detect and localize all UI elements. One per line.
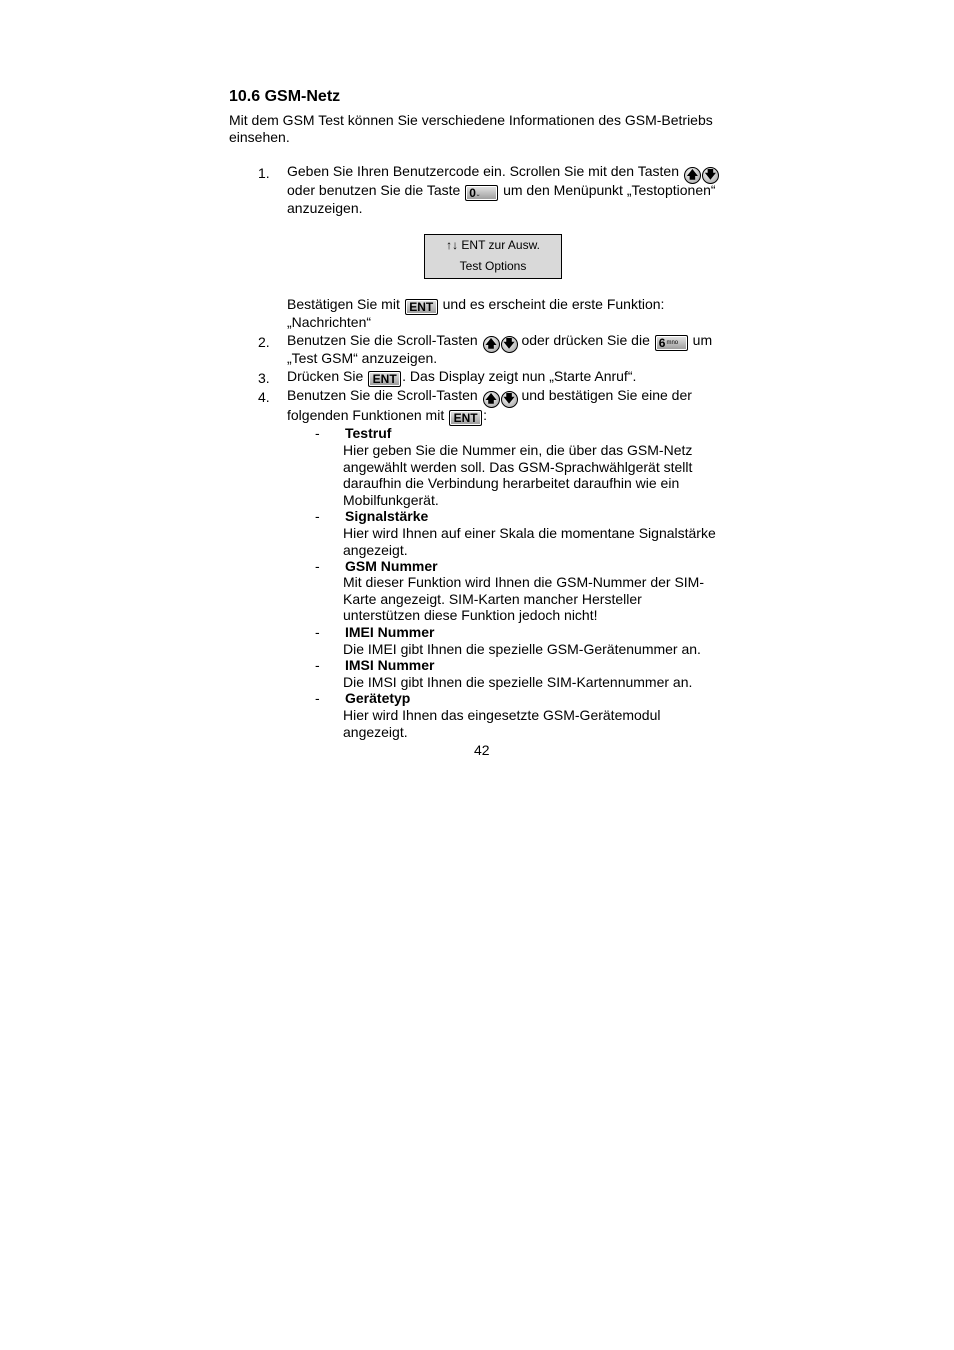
step-text: und bestätigen Sie eine der (521, 387, 692, 403)
section-heading: 10.6 GSM-Netz (229, 88, 341, 105)
step-text: Benutzen Sie die Scroll-Tasten (287, 332, 478, 348)
description-line: Hier wird Ihnen auf einer Skala die momentane Signalstärke (343, 525, 716, 541)
confirm-text: „Nachrichten“ (287, 314, 372, 330)
function-term: Gerätetyp (345, 690, 411, 706)
description-line: Mit dieser Funktion wird Ihnen die GSM-Nummer der SIM- (343, 574, 704, 590)
ent-key-icon: ENT (368, 371, 401, 387)
bullet-dash: - (315, 624, 320, 640)
space-key-symbol-icon: ⎵ (476, 190, 480, 196)
up-arrow-key-icon: 🡅 (483, 391, 500, 408)
confirm-text: Bestätigen Sie mit (287, 296, 400, 312)
function-description (343, 525, 723, 558)
description-line: daraufhin die Verbindung herarbeitet daraufhin wie ein (343, 475, 680, 492)
description-line: Die IMSI gibt Ihnen die spezielle SIM-Kartennummer an. (343, 674, 693, 690)
up-arrow-key-icon: 🡅 (684, 167, 701, 184)
function-term: Testruf (345, 425, 392, 441)
function-description (343, 574, 723, 624)
step-4 (287, 387, 692, 426)
step-text: Benutzen Sie die Scroll-Tasten (287, 387, 478, 403)
device-display (424, 234, 562, 279)
step-text: Drücken Sie (287, 368, 364, 384)
description-line: angezeigt. (343, 723, 408, 740)
step-text: anzuzeigen. (287, 200, 363, 216)
step-text: oder drücken Sie die (521, 332, 650, 348)
ent-key-icon: ENT (449, 410, 482, 426)
step-number: 2. (258, 334, 270, 350)
step-text: Geben Sie Ihren Benutzercode ein. Scrollen Sie mit den Tasten (287, 163, 679, 179)
confirm-text: und es erscheint die erste Funktion: (442, 296, 665, 312)
display-line: Test Options (459, 259, 527, 273)
function-term: IMEI Nummer (345, 624, 435, 640)
key-label: 6 (658, 336, 666, 350)
step-number: 4. (258, 389, 270, 405)
confirm-paragraph (287, 296, 664, 331)
bullet-dash: - (315, 657, 320, 673)
step-text: um (692, 332, 713, 348)
description-line: Die IMEI gibt Ihnen die spezielle GSM-Gerätenummer an. (343, 641, 701, 657)
function-description (343, 674, 723, 691)
step-text: „Test GSM“ anzuzeigen. (287, 350, 438, 366)
up-arrow-key-icon: 🡅 (483, 336, 500, 353)
function-term: GSM Nummer (345, 558, 438, 574)
key-sub-label: mno (666, 340, 679, 346)
display-line: ↑↓ ENT zur Ausw. (446, 238, 540, 252)
bullet-dash: - (315, 508, 320, 524)
key-label: 0 (469, 186, 476, 200)
step-1 (287, 163, 719, 217)
down-arrow-key-icon: 🡇 (501, 336, 518, 353)
down-arrow-key-icon: 🡇 (501, 391, 518, 408)
description-line: Hier wird Ihnen das eingesetzte GSM-Gerätemodul (343, 707, 661, 723)
function-description (343, 641, 723, 658)
down-arrow-key-icon: 🡇 (702, 167, 719, 184)
step-2 (287, 332, 712, 367)
bullet-dash: - (315, 690, 320, 706)
description-line: angezeigt. (343, 541, 408, 558)
description-line: Mobilfunkgerät. (343, 491, 439, 508)
description-line: angewählt werden soll. Das GSM-Sprachwählgerät stellt (343, 458, 693, 475)
step-text: : (483, 407, 487, 423)
page-number: 42 (474, 742, 490, 758)
six-key-icon (655, 335, 688, 351)
zero-key-icon (465, 185, 498, 201)
ent-key-icon: ENT (405, 299, 438, 315)
step-number: 3. (258, 370, 270, 386)
description-line: unterstützen diese Funktion jedoch nicht! (343, 607, 598, 624)
step-text: folgenden Funktionen mit (287, 407, 445, 423)
function-term: Signalstärke (345, 508, 429, 524)
intro-line: einsehen. (229, 128, 290, 145)
function-description (343, 707, 723, 740)
step-text: . Das Display zeigt nun „Starte Anruf“. (402, 368, 637, 384)
intro-line: Mit dem GSM Test können Sie verschiedene Informationen des GSM-Betriebs (229, 112, 713, 128)
step-number: 1. (258, 165, 270, 181)
bullet-dash: - (315, 425, 320, 441)
description-line: Hier geben Sie die Nummer ein, die über das GSM-Netz (343, 442, 693, 458)
function-term: IMSI Nummer (345, 657, 435, 673)
step-text: oder benutzen Sie die Taste (287, 182, 461, 198)
function-description (343, 442, 723, 508)
bullet-dash: - (315, 558, 320, 574)
step-text: um den Menüpunkt „Testoptionen“ (503, 182, 716, 198)
description-line: Karte angezeigt. SIM-Karten mancher Hersteller (343, 590, 642, 607)
step-3 (287, 368, 636, 387)
intro-paragraph (229, 112, 713, 145)
